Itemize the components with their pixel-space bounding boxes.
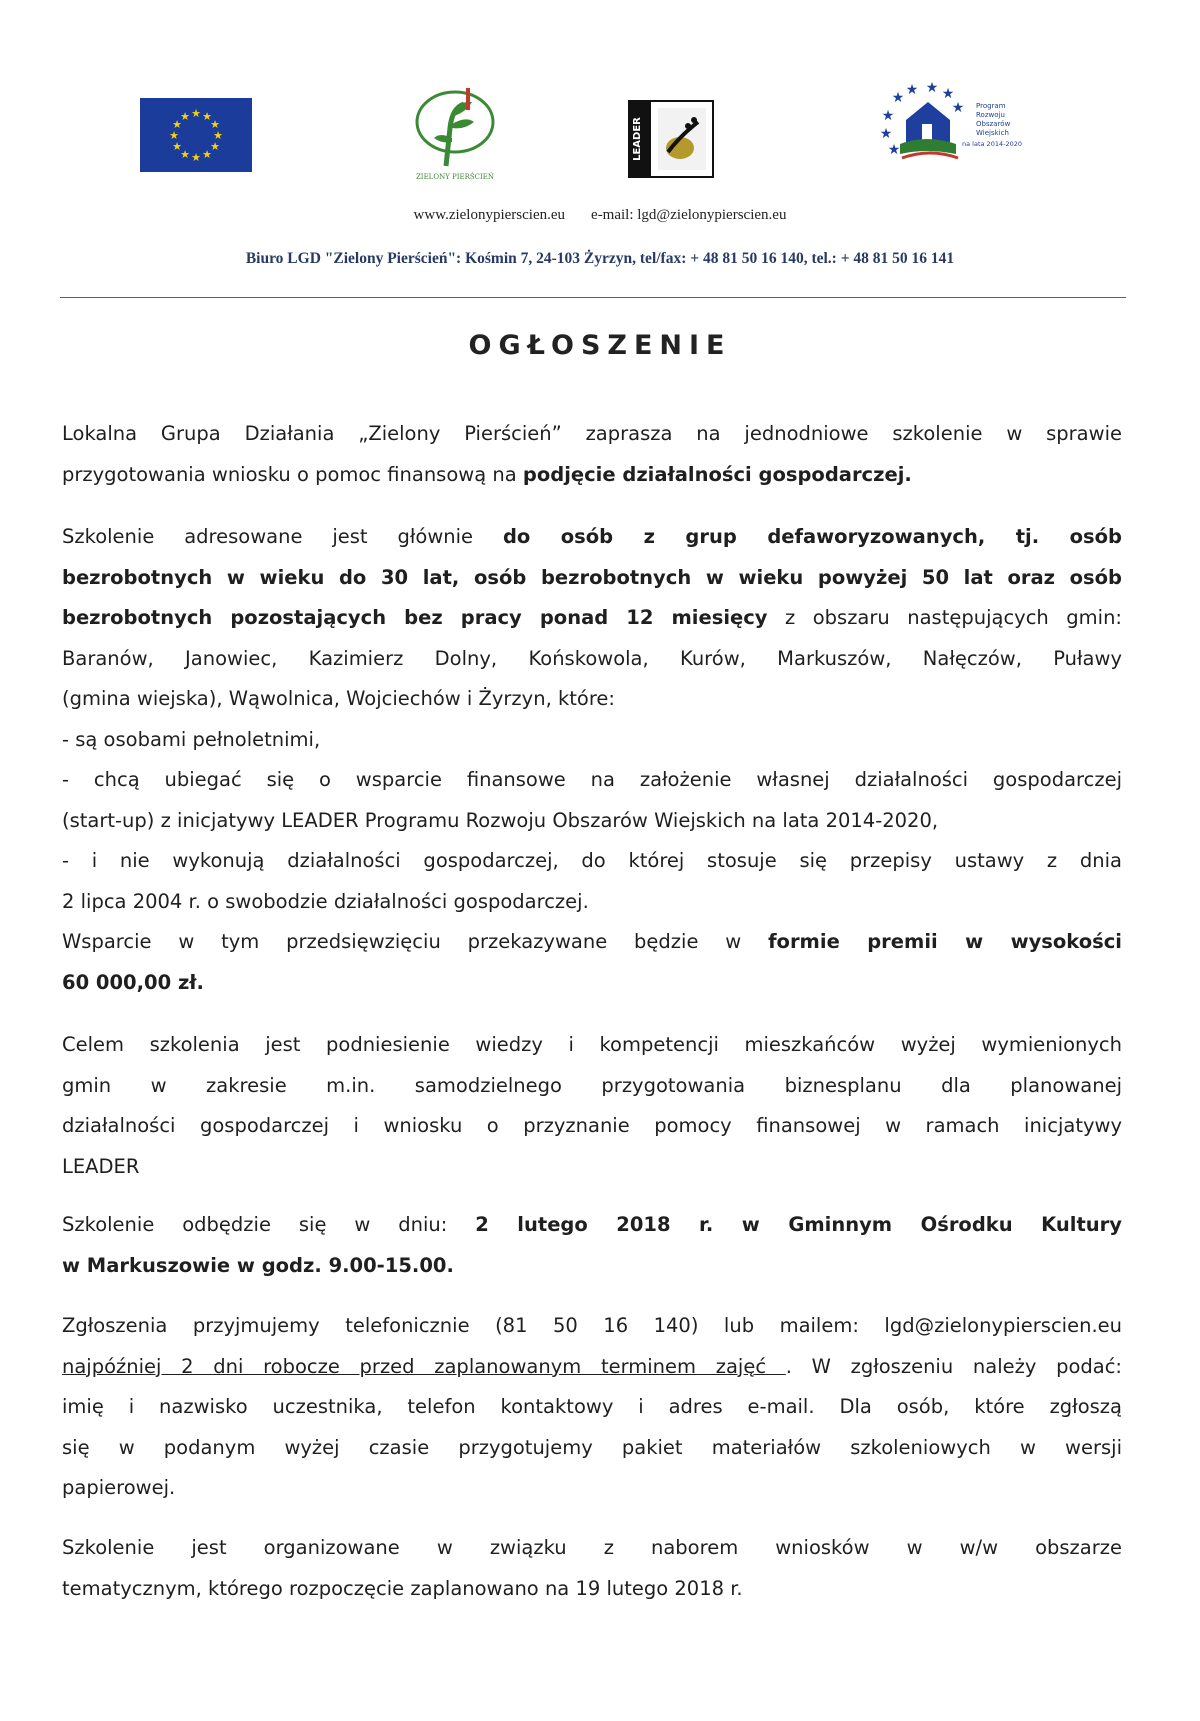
text-line: się w podanym wyżej czasie przygotujemy pakiet materiałów szkoleniowych w wersji: [62, 1435, 1122, 1459]
eu-flag-icon: [140, 98, 252, 172]
text-span: Wsparcie w tym przedsięwzięciu przekazywane będzie w: [62, 930, 769, 953]
paragraph-purpose: [62, 1025, 1122, 1187]
paragraph-invitation: [62, 414, 1122, 495]
text-line: Szkolenie jest organizowane w związku z naborem wniosków w w/w obszarze: [62, 1536, 1122, 1559]
svg-text:★: ★: [881, 108, 895, 124]
text-line: [62, 963, 1122, 1004]
list-item: - i nie wykonują działalności gospodarczej, do której stosuje się przepisy ustawy z dnia: [62, 849, 1122, 872]
text-line: [62, 1347, 1122, 1388]
paragraph-target-group: [62, 517, 1122, 1003]
svg-text:★: ★: [210, 140, 220, 153]
text-line: Celem szkolenia jest podniesienie wiedzy i kompetencji mieszkańców wyżej wymienionych: [62, 1033, 1122, 1056]
text-bold: w Markuszowie w godz. 9.00-15.00.: [62, 1253, 454, 1277]
svg-text:★: ★: [941, 86, 955, 102]
header-divider: [60, 297, 1126, 298]
svg-text:★: ★: [172, 118, 182, 131]
svg-text:★: ★: [191, 107, 201, 120]
text-bold: bezrobotnych w wieku do 30 lat, osób bezrobotnych w wieku powyżej 50 lat oraz osób: [62, 565, 1122, 589]
svg-text:★: ★: [891, 90, 905, 106]
text-line: [62, 558, 1122, 599]
text-span: przygotowania wniosku o pomoc finansową na: [62, 462, 523, 486]
grant-amount: 60 000,00 zł.: [62, 970, 204, 994]
text-line: działalności gospodarczej i wniosku o przyznanie pomocy finansowej w ramach inicjatywy: [62, 1114, 1122, 1137]
zielony-pierscien-logo: [400, 78, 510, 186]
svg-text:★: ★: [180, 110, 190, 123]
deadline-underlined: najpóźniej 2 dni robocze przed zaplanowanym terminem zajęć: [62, 1354, 786, 1378]
prow-logo: [880, 80, 1030, 170]
text-span: z obszaru następujących gmin:: [767, 606, 1122, 629]
text-line: tematycznym, którego rozpoczęcie zaplanowano na 19 lutego 2018 r.: [62, 1576, 743, 1600]
text-line: LEADER: [62, 1154, 140, 1178]
svg-text:★: ★: [880, 126, 893, 142]
list-item: - chcą ubiegać się o wsparcie finansowe na założenie własnej działalności gospodarczej: [62, 768, 1122, 791]
text-line: [62, 922, 1122, 963]
leader-logo-text: LEADER: [632, 117, 643, 161]
prow-text-1: Program: [976, 102, 1006, 110]
text-line: Baranów, Janowiec, Kazimierz Dolny, Końskowola, Kurów, Markuszów, Nałęczów, Puławy: [62, 646, 1122, 670]
text-span: Szkolenie odbędzie się w dniu:: [62, 1213, 476, 1236]
text-line: gmin w zakresie m.in. samodzielnego przygotowania biznesplanu dla planowanej: [62, 1073, 1122, 1097]
text-line: [62, 1246, 1122, 1287]
text-bold: formie premii w wysokości: [768, 930, 1122, 953]
paragraph-context: [62, 1528, 1122, 1609]
text-line: Zgłoszenia przyjmujemy telefonicznie (81 50 16 140) lub mailem: lgd@zielonypierscien.eu: [62, 1314, 1122, 1337]
website-link[interactable]: www.zielonypierscien.eu: [413, 207, 566, 223]
text-span: Szkolenie adresowane jest głównie: [62, 525, 503, 548]
svg-text:★: ★: [202, 110, 212, 123]
text-line: [62, 1205, 1122, 1246]
text-line: [62, 455, 1122, 496]
prow-text-2: Rozwoju: [976, 111, 1005, 119]
text-line: (gmina wiejska), Wąwolnica, Wojciechów i Żyrzyn, które:: [62, 687, 615, 710]
paragraph-registration: [62, 1306, 1122, 1509]
text-line: imię i nazwisko uczestnika, telefon kontaktowy i adres e-mail. Dla osób, które zgłoszą: [62, 1395, 1122, 1418]
office-address-line: Biuro LGD "Zielony Pierścień": Kośmin 7, 24-103 Żyrzyn, tel/fax: + 48 81 50 16 140, tel.: + 48 81 50 16 141: [245, 250, 955, 267]
svg-text:★: ★: [191, 151, 201, 164]
svg-text:★: ★: [180, 148, 190, 161]
prow-text-3: Obszarów: [976, 120, 1011, 128]
svg-text:★: ★: [202, 148, 212, 161]
prow-text-4: Wiejskich: [976, 129, 1009, 137]
svg-text:★: ★: [210, 118, 220, 131]
text-bold: bezrobotnych pozostających bez pracy ponad 12 miesięcy: [62, 606, 768, 629]
svg-text:★: ★: [172, 140, 182, 153]
text-line: papierowej.: [62, 1476, 176, 1499]
svg-text:★: ★: [951, 100, 965, 116]
prow-text-5: na lata 2014-2020: [962, 140, 1022, 148]
svg-text:★: ★: [169, 129, 179, 142]
leader-logo: [628, 100, 714, 178]
list-item: - są osobami pełnoletnimi,: [62, 727, 321, 751]
paragraph-date-place: [62, 1205, 1122, 1286]
svg-text:★: ★: [213, 129, 223, 142]
text-bold: 2 lutego 2018 r. w Gminnym Ośrodku Kultury: [475, 1213, 1123, 1236]
svg-text:★: ★: [925, 80, 939, 96]
text-span: . W zgłoszeniu należy podać:: [785, 1354, 1123, 1378]
text-line: [62, 517, 1122, 558]
svg-text:★: ★: [887, 142, 901, 158]
email-link[interactable]: e-mail: lgd@zielonypierscien.eu: [591, 207, 787, 223]
text-line: 2 lipca 2004 r. o swobodzie działalności gospodarczej.: [62, 889, 589, 913]
svg-text:★: ★: [905, 82, 919, 98]
zielony-logo-text: ZIELONY PIERŚCIEŃ: [415, 173, 495, 181]
text-line: [62, 598, 1122, 639]
text-bold: podjęcie działalności gospodarczej.: [522, 462, 912, 486]
text-line: Lokalna Grupa Działania „Zielony Pierścień” zaprasza na jednodniowe szkolenie w sprawie: [62, 422, 1122, 445]
contact-web-line: [0, 207, 1200, 224]
page-title: OGŁOSZENIE: [468, 330, 732, 361]
text-bold: do osób z grup defaworyzowanych, tj. osób: [502, 525, 1122, 548]
text-line: (start-up) z inicjatywy LEADER Programu Rozwoju Obszarów Wiejskich na lata 2014-2020,: [62, 808, 939, 832]
